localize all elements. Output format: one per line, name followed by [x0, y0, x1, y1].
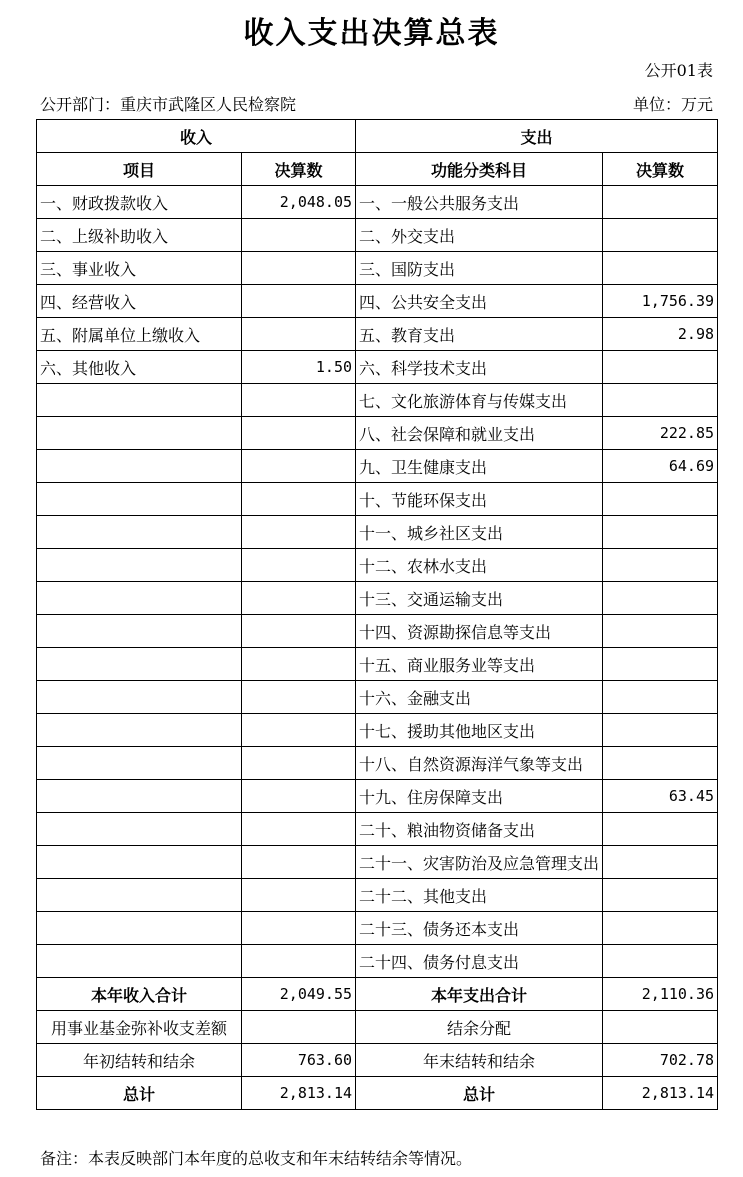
income-item-label: 三、事业收入 — [37, 252, 242, 285]
table-row — [37, 912, 718, 945]
expense-item-value: 2.98 — [603, 318, 718, 351]
expense-item-label: 二十、粮油物资储备支出 — [356, 813, 603, 846]
expense-item-label: 六、科学技术支出 — [356, 351, 603, 384]
income-item-label — [37, 813, 242, 846]
table-row — [37, 450, 718, 483]
expense-item-value: 63.45 — [603, 780, 718, 813]
income-item-value — [242, 945, 356, 978]
table-row — [37, 186, 718, 219]
summary-income-value: 2,049.55 — [242, 978, 356, 1011]
income-item-value — [242, 912, 356, 945]
page-title: 收入支出决算总表 — [243, 16, 500, 51]
income-item-label — [37, 516, 242, 549]
expense-item-value — [603, 615, 718, 648]
summary-income-value — [242, 1011, 356, 1044]
expense-item-value — [603, 648, 718, 681]
summary-row — [37, 978, 718, 1011]
income-item-value — [242, 648, 356, 681]
expense-item-label: 十七、援助其他地区支出 — [356, 714, 603, 747]
expense-item-label: 十四、资源勘探信息等支出 — [356, 615, 603, 648]
summary-income-label: 本年收入合计 — [37, 978, 242, 1011]
expense-item-value — [603, 516, 718, 549]
expense-item-value: 64.69 — [603, 450, 718, 483]
income-item-label — [37, 450, 242, 483]
table-row — [37, 945, 718, 978]
header-income: 收入 — [37, 120, 356, 153]
income-item-value — [242, 813, 356, 846]
income-item-label: 五、附属单位上缴收入 — [37, 318, 242, 351]
table-row — [37, 615, 718, 648]
income-item-value — [242, 582, 356, 615]
summary-row — [37, 1011, 718, 1044]
table-row — [37, 384, 718, 417]
table-row — [37, 582, 718, 615]
table-row — [37, 879, 718, 912]
income-item-value — [242, 318, 356, 351]
summary-income-value: 763.60 — [242, 1044, 356, 1077]
expense-item-label: 二十三、债务还本支出 — [356, 912, 603, 945]
income-item-label — [37, 483, 242, 516]
income-item-label: 六、其他收入 — [37, 351, 242, 384]
table-row — [37, 351, 718, 384]
income-item-label — [37, 945, 242, 978]
income-item-value — [242, 681, 356, 714]
expense-item-label: 二十一、灾害防治及应急管理支出 — [356, 846, 603, 879]
summary-row — [37, 1077, 718, 1110]
income-item-label — [37, 714, 242, 747]
income-item-label — [37, 681, 242, 714]
income-item-label — [37, 615, 242, 648]
income-item-value — [242, 417, 356, 450]
expense-item-label: 十一、城乡社区支出 — [356, 516, 603, 549]
income-item-label — [37, 549, 242, 582]
expense-item-label: 十五、商业服务业等支出 — [356, 648, 603, 681]
department-label: 公开部门：重庆市武隆区人民检察院 — [40, 95, 297, 114]
expense-item-value — [603, 714, 718, 747]
table-row — [37, 285, 718, 318]
summary-expense-value: 2,110.36 — [603, 978, 718, 1011]
income-item-value: 2,048.05 — [242, 186, 356, 219]
expense-item-label: 十九、住房保障支出 — [356, 780, 603, 813]
income-item-label: 二、上级补助收入 — [37, 219, 242, 252]
table-body — [37, 186, 718, 1110]
expense-item-label: 三、国防支出 — [356, 252, 603, 285]
expense-item-value — [603, 582, 718, 615]
header-amount-2: 决算数 — [603, 153, 718, 186]
expense-item-value — [603, 351, 718, 384]
header-expense: 支出 — [356, 120, 718, 153]
income-item-label: 一、财政拨款收入 — [37, 186, 242, 219]
summary-income-label: 总计 — [37, 1077, 242, 1110]
income-item-label — [37, 384, 242, 417]
table-row — [37, 516, 718, 549]
summary-expense-value: 2,813.14 — [603, 1077, 718, 1110]
expense-item-label: 十八、自然资源海洋气象等支出 — [356, 747, 603, 780]
income-item-value — [242, 879, 356, 912]
table-row — [37, 549, 718, 582]
expense-item-label: 十三、交通运输支出 — [356, 582, 603, 615]
expense-item-value — [603, 846, 718, 879]
summary-income-value: 2,813.14 — [242, 1077, 356, 1110]
table-row — [37, 219, 718, 252]
expense-item-label: 七、文化旅游体育与传媒支出 — [356, 384, 603, 417]
expense-item-value — [603, 681, 718, 714]
table-row — [37, 483, 718, 516]
income-expense-table — [36, 119, 718, 1110]
summary-row — [37, 1044, 718, 1077]
header-amount: 决算数 — [242, 153, 356, 186]
income-item-label — [37, 879, 242, 912]
summary-expense-value: 702.78 — [603, 1044, 718, 1077]
income-item-value — [242, 714, 356, 747]
income-item-label — [37, 648, 242, 681]
table-row — [37, 681, 718, 714]
income-item-value — [242, 846, 356, 879]
table-row — [37, 714, 718, 747]
income-item-label — [37, 417, 242, 450]
unit-label: 单位：万元 — [632, 95, 713, 114]
income-item-label: 四、经营收入 — [37, 285, 242, 318]
income-item-value — [242, 285, 356, 318]
income-item-value — [242, 516, 356, 549]
table-row — [37, 780, 718, 813]
income-item-value: 1.50 — [242, 351, 356, 384]
expense-item-label: 九、卫生健康支出 — [356, 450, 603, 483]
expense-item-label: 二十二、其他支出 — [356, 879, 603, 912]
header-func-category: 功能分类科目 — [356, 153, 603, 186]
expense-item-label: 一、一般公共服务支出 — [356, 186, 603, 219]
expense-item-label: 八、社会保障和就业支出 — [356, 417, 603, 450]
summary-expense-label: 结余分配 — [356, 1011, 603, 1044]
expense-item-label: 十六、金融支出 — [356, 681, 603, 714]
expense-item-value — [603, 549, 718, 582]
income-item-label — [37, 747, 242, 780]
expense-item-value — [603, 912, 718, 945]
income-item-label — [37, 780, 242, 813]
income-item-value — [242, 747, 356, 780]
income-item-value — [242, 384, 356, 417]
summary-income-label: 年初结转和结余 — [37, 1044, 242, 1077]
income-item-value — [242, 780, 356, 813]
header-item: 项目 — [37, 153, 242, 186]
expense-item-label: 十、节能环保支出 — [356, 483, 603, 516]
expense-item-label: 二、外交支出 — [356, 219, 603, 252]
table-row — [37, 747, 718, 780]
expense-item-value — [603, 384, 718, 417]
expense-item-value — [603, 747, 718, 780]
expense-item-value — [603, 483, 718, 516]
expense-item-value — [603, 879, 718, 912]
table-row — [37, 252, 718, 285]
income-item-value — [242, 483, 356, 516]
summary-income-label: 用事业基金弥补收支差额 — [37, 1011, 242, 1044]
expense-item-value — [603, 813, 718, 846]
form-code: 公开01表 — [644, 61, 713, 80]
expense-item-label: 五、教育支出 — [356, 318, 603, 351]
income-item-value — [242, 252, 356, 285]
expense-item-label: 四、公共安全支出 — [356, 285, 603, 318]
table-row — [37, 318, 718, 351]
income-item-label — [37, 846, 242, 879]
expense-item-label: 二十四、债务付息支出 — [356, 945, 603, 978]
income-item-value — [242, 219, 356, 252]
table-row — [37, 813, 718, 846]
income-item-label — [37, 582, 242, 615]
footnote: 备注：本表反映部门本年度的总收支和年末结转结余等情况。 — [40, 1149, 473, 1168]
expense-item-value — [603, 186, 718, 219]
income-item-value — [242, 450, 356, 483]
summary-expense-value — [603, 1011, 718, 1044]
income-item-value — [242, 549, 356, 582]
expense-item-value — [603, 945, 718, 978]
table-row — [37, 648, 718, 681]
expense-item-value: 222.85 — [603, 417, 718, 450]
table-row — [37, 417, 718, 450]
expense-item-value — [603, 219, 718, 252]
summary-expense-label: 年末结转和结余 — [356, 1044, 603, 1077]
expense-item-value: 1,756.39 — [603, 285, 718, 318]
expense-item-value — [603, 252, 718, 285]
table-row — [37, 846, 718, 879]
summary-expense-label: 本年支出合计 — [356, 978, 603, 1011]
income-item-label — [37, 912, 242, 945]
summary-expense-label: 总计 — [356, 1077, 603, 1110]
income-item-value — [242, 615, 356, 648]
expense-item-label: 十二、农林水支出 — [356, 549, 603, 582]
